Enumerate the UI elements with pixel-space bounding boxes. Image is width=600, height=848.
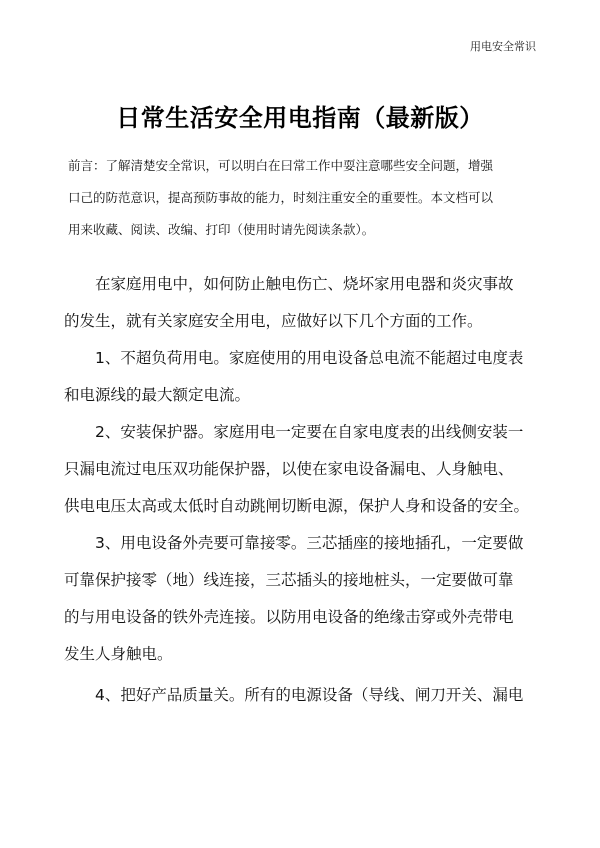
paragraph-line: 和电源线的最大额定电流。 (64, 386, 251, 404)
paragraph-line: 的发生，就有关家庭安全用电，应做好以下几个方面的工作。 (64, 312, 483, 330)
paragraph-line: 2、安装保护器。家庭用电一定要在自家电度表的出线侧安装一 (95, 423, 524, 441)
paragraph-item-4 (64, 677, 544, 714)
header-label: 用电安全常识 (470, 40, 536, 53)
paragraph-line: 发生人身触电。 (64, 645, 173, 663)
body-text (64, 266, 544, 714)
page-title: 日常生活安全用电指南（最新版） (116, 104, 484, 132)
paragraph-intro (64, 266, 544, 340)
paragraph-line: 可靠保护接零（地）线连接，三芯插头的接地桩头，一定要做可靠 (64, 571, 514, 589)
paragraph-item-1 (64, 340, 544, 414)
paragraph-item-3 (64, 525, 544, 673)
paragraph-line: 只漏电流过电压双功能保护器，以使在家电设备漏电、人身触电、 (64, 460, 514, 478)
paragraph-line: 供电电压太高或太低时自动跳闸切断电源，保护人身和设备的安全。 (64, 497, 530, 515)
preface-line: 口己的防范意识，提高预防事故的能力，时刻注重安全的重要性。本文档可以 (68, 190, 494, 205)
preface-line: 前言：了解清楚安全常识，可以明白在曰常工作中耍注意哪些安全问题，增强 (68, 158, 494, 173)
paragraph-line: 3、用电设备外壳要可靠接零。三芯插座的接地插孔，一定要做 (95, 534, 524, 552)
paragraph-line: 的与用电设备的铁外壳连接。以防用电设备的绝缘击穿或外壳带电 (64, 608, 514, 626)
paragraph-line: 1、不超负荷用电。家庭使用的用电设备总电流不能超过电度表 (95, 349, 524, 367)
paragraph-line: 在家庭用电中，如何防止触电伤亡、烧坏家用电器和炎灾事故 (95, 275, 514, 293)
preface-line: 用来收藏、阅读、改编、打印（使用时请先阅读条款）。 (68, 222, 375, 237)
preface (68, 150, 538, 246)
paragraph-item-2 (64, 414, 544, 525)
paragraph-line: 4、把好产品质量关。所有的电源设备（导线、闸刀开关、漏电 (95, 686, 524, 704)
